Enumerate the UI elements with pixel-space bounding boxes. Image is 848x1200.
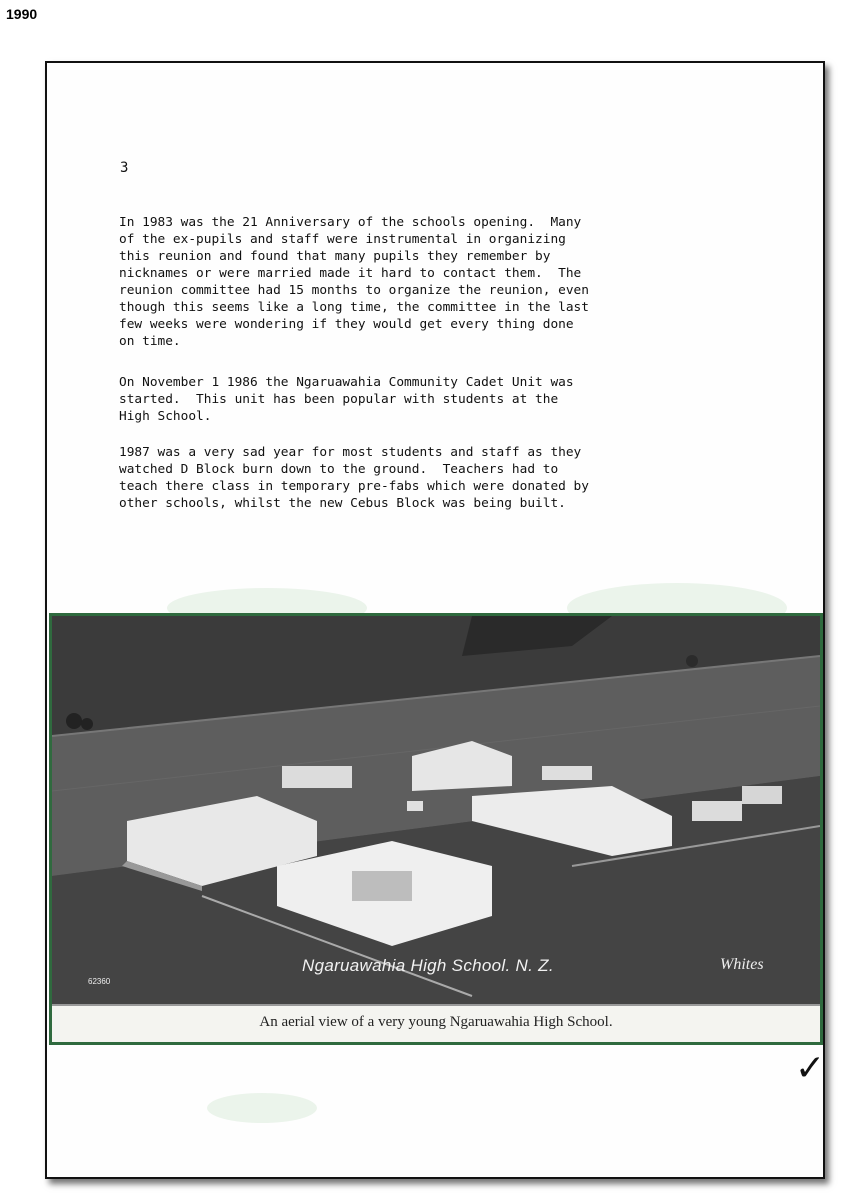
caption-strip [52, 1004, 820, 1042]
paragraph-d-block-fire: 1987 was a very sad year for most students and staff as they watched D Block burn down to the ground. Teachers had to teach there class in temporary pre-fabs which were donated by other schools, whilst the new Cebus Block was being built. [119, 445, 589, 511]
paragraph-cadet-unit: On November 1 1986 the Ngaruawahia Community Cadet Unit was started. This unit has been popular with students at the High School. [119, 375, 574, 424]
year-label: 1990 [6, 6, 38, 22]
page-number: 3 [120, 160, 129, 176]
photo-inscription: Ngaruawahia High School. N. Z. [302, 956, 554, 975]
photo-number: 62360 [88, 977, 111, 986]
photo-caption: An aerial view of a very young Ngaruawahia High School. [259, 1014, 613, 1030]
check-mark-icon: ✓ [795, 1048, 826, 1089]
scanned-page [45, 61, 825, 1179]
aerial-photo [49, 613, 823, 1045]
photo-signature: Whites [720, 956, 764, 973]
scan-smudge [207, 1093, 317, 1123]
paragraph-reunion: In 1983 was the 21 Anniversary of the schools opening. Many of the ex-pupils and staff were instrumental in organizing this reunion and found that many pupils they remember by nicknames or were married made it hard to contact them. The reunion committee had 15 months to organize the reunion, even though this seems like a long time, the committee in the last few weeks were wondering if they would get every thing done on time. [119, 215, 589, 349]
aerial-photo-image [52, 616, 820, 1006]
